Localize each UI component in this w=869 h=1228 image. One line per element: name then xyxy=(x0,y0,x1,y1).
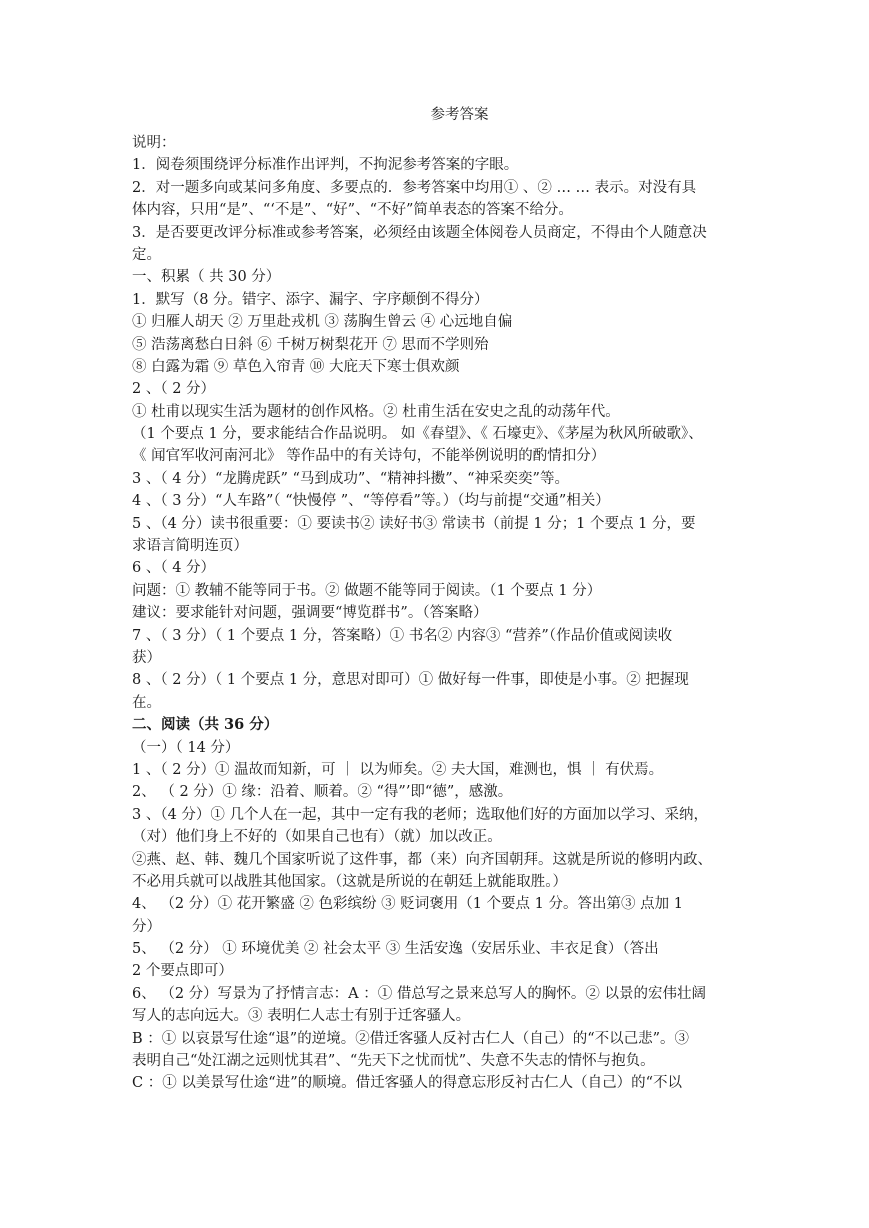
text-line: 1 、（ 2 分）① 温故而知新，可 ｜ 以为师矣。② 夫大国，难测也，惧 ｜ 有伏焉。 xyxy=(132,761,664,778)
text-line: 8 、（ 2 分）（ 1 个要点 1 分，意思对即可）① 做好每一件事，即使是小事。② 把握现 xyxy=(132,672,689,689)
text-line: 3 、（ 4 分）“龙腾虎跃” “马到成功”、“精神抖擞”、“神采奕奕”等。 xyxy=(132,470,569,487)
text-line: 在。 xyxy=(132,694,161,711)
text-line: 《 闻官军收河南河北》 等作品中的有关诗句，不能举例说明的酌情扣分） xyxy=(132,448,606,465)
text-line: 4 、（ 3 分）“人车路”（ “快慢停 ”、“等停看”等。）（均与前提“交通”相关） xyxy=(132,493,610,510)
text-line: 不必用兵就可以战胜其他国家。（这就是所说的在朝廷上就能取胜。） xyxy=(132,873,567,890)
text-line: 写人的志向远大。③ 表明仁人志士有别于迁客骚人。 xyxy=(132,1008,471,1025)
text-line: 2、 （ 2 分）① 缘：沿着、顺着。② “得”’即“德”，感激。 xyxy=(132,784,513,801)
text-line: 体内容，只用“是”、“‘不是”、“好”、“不好”简单表态的答案不给分。 xyxy=(132,202,573,219)
text-line: 建议：要求能针对问题，强调要“博览群书”。（答案略） xyxy=(132,605,488,622)
text-line: 定。 xyxy=(132,246,161,263)
text-line: 说明： xyxy=(132,135,176,151)
text-line: B ：① 以哀景写仕途“退”的逆境。②借迁客骚人反衬古仁人（自己）的“不以己悲”。③ xyxy=(132,1030,690,1047)
text-line: ②燕、赵、韩、魏几个国家听说了这件事，都（来）向齐国朝拜。这就是所说的修明内政、 xyxy=(132,851,712,868)
text-line: 3．是否要更改评分标准或参考答案，必须经由该题全体阅卷人员商定，不得由个人随意决 xyxy=(132,224,707,241)
text-line: （一）（ 14 分） xyxy=(132,739,240,756)
text-line: 7 、（ 3 分）（ 1 个要点 1 分，答案略）① 书名② 内容③ “营养”（作品价值或阅读收 xyxy=(132,627,673,644)
text-line: 表明自己“处江湖之远则忧其君”、“先天下之忧而忧”、失意不失志的情怀与抱负。 xyxy=(132,1053,655,1070)
document-title: 参考答案 xyxy=(430,107,489,123)
text-line: 5、 （2 分） ① 环境优美 ② 社会太平 ③ 生活安逸（安居乐业、丰衣足食）（答出 xyxy=(132,941,659,958)
text-line: 1．默写（8 分。错字、添字、漏字、字序颠倒不得分） xyxy=(132,291,489,308)
text-line: 2．对一题多向或某问多角度、多要点的．参考答案中均用① 、② … … 表示。对没有具 xyxy=(132,179,697,196)
text-line: 3 、（4 分）① 几个人在一起，其中一定有我的老师；选取他们好的方面加以学习、采纳， xyxy=(132,806,709,823)
section-heading-line: 二、阅读（共 36 分） xyxy=(132,716,279,734)
text-line: ① 杜甫以现实生活为题材的创作风格。② 杜甫生活在安史之乱的动荡年代。 xyxy=(132,403,620,420)
text-line: 2 个要点即可） xyxy=(132,963,233,980)
text-line: ① 归雁人胡天 ② 万里赴戎机 ③ 荡胸生曾云 ④ 心远地自偏 xyxy=(132,314,513,331)
text-line: ⑤ 浩荡离愁白日斜 ⑥ 千树万树梨花开 ⑦ 思而不学则殆 xyxy=(132,336,489,353)
text-line: 分） xyxy=(132,918,161,935)
text-line: 1．阅卷须围绕评分标准作出评判，不拘泥参考答案的字眼。 xyxy=(132,157,519,174)
text-line: 一、积累（ 共 30 分） xyxy=(132,269,281,286)
text-line: C ：① 以美景写仕途“进”的顺境。借迁客骚人的得意忘形反衬古仁人（自己）的“不以 xyxy=(132,1075,683,1092)
answer-text-body xyxy=(132,132,777,1095)
text-line: 4、 （2 分）① 花开繁盛 ② 色彩缤纷 ③ 贬词褒用（1 个要点 1 分。答出第③ 点加 1 xyxy=(132,896,683,913)
text-line: 问题：① 教辅不能等同于书。② 做题不能等同于阅读。（1 个要点 1 分） xyxy=(132,582,602,599)
text-line: （对）他们身上不好的（如果自己也有）（就）加以改正。 xyxy=(132,829,502,846)
text-line: 2 、（ 2 分） xyxy=(132,381,216,398)
text-line: （1 个要点 1 分，要求能结合作品说明。 如《春望》、《 石壕吏》、《茅屋为秋风所破歌》、 xyxy=(132,426,703,443)
text-line: 获） xyxy=(132,649,161,666)
text-line: ⑧ 白露为霜 ⑨ 草色入帘青 ⑩ 大庇天下寒士俱欢颜 xyxy=(132,358,460,375)
text-line: 求语言简明连页） xyxy=(132,538,248,555)
text-line: 5 、（4 分）读书很重要：① 要读书② 读好书③ 常读书（前提 1 分；1 个要点 1 分，要 xyxy=(132,515,696,532)
text-line: 6 、（ 4 分） xyxy=(132,560,216,577)
text-line: 6、 （2 分）写景为了抒情言志：A ：① 借总写之景来总写人的胸怀。② 以景的宏伟壮阔 xyxy=(132,985,706,1002)
